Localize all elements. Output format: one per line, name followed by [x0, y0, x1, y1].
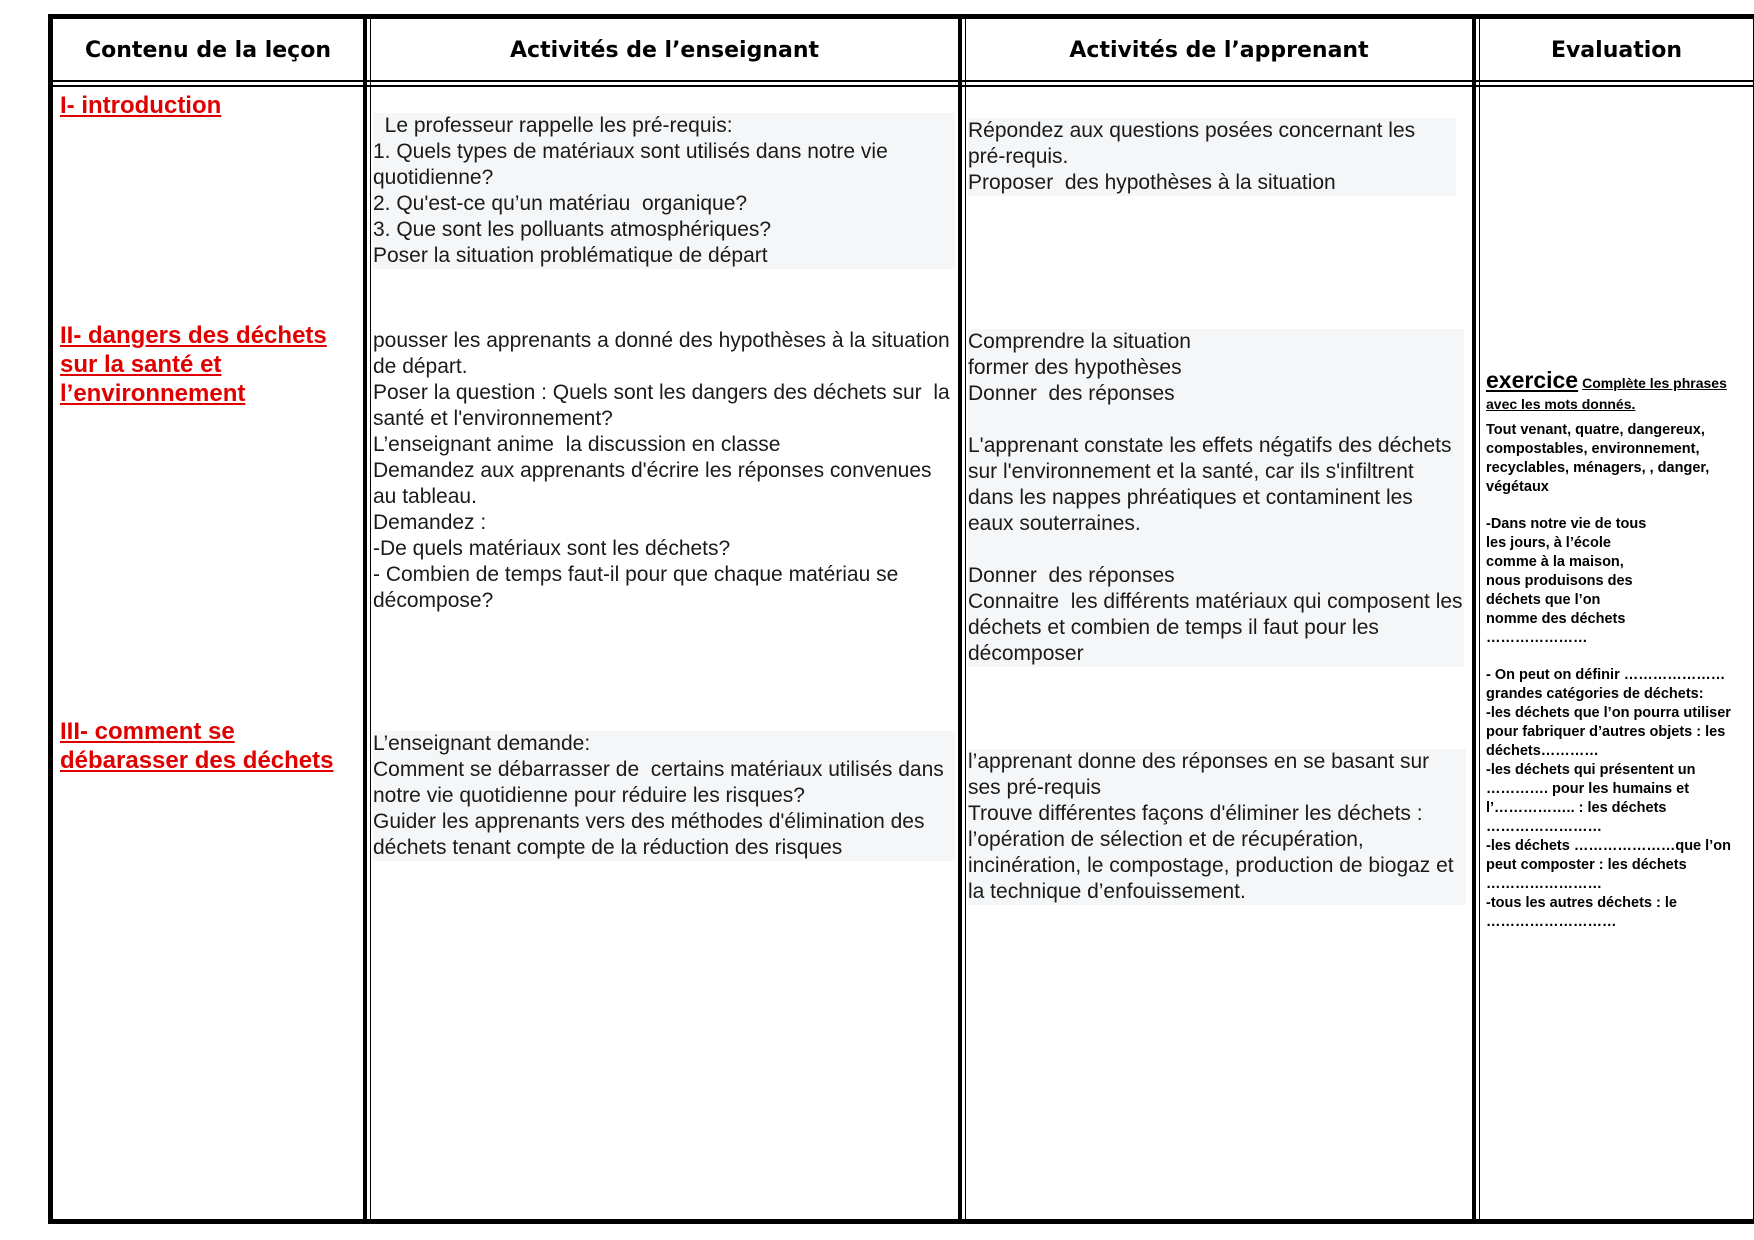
enseignant-debarrasser: L’enseignant demande: Comment se débarrasser de certains matériaux utilisés dans notre vie quotidienne pour réduire les risques? Guider les apprenants vers des méthodes d'élimination des déchets tenant compte de la réduction des risques — [373, 731, 955, 861]
column-divider — [958, 14, 966, 1224]
header-apprenant: Activités de l’apprenant — [1069, 37, 1369, 63]
header-enseignant: Activités de l’enseignant — [510, 37, 819, 63]
exercise-question-1: -Dans notre vie de tous les jours, à l’école comme à la maison, nous produisons des déchets que l’on nomme des déchets ………………… — [1486, 516, 1647, 646]
exercise-title: exercice — [1486, 367, 1579, 393]
exercise-question-2: - On peut on définir …………………grandes catégories de déchets: -les déchets que l’on pourra utiliser pour fabriquer d’autres objets : les déchets………… -les déchets qui présentent un …………. pour les humains et l’…………….. : les déchets …………………… -les déchets …………………que l’on peut composter : les déchets …………………… -tous les autres déchets : le ……………………… — [1486, 667, 1731, 930]
word-bank: Tout venant, quatre, dangereux, compostables, environnement, recyclables, ménagers, , danger, végétaux — [1486, 422, 1710, 495]
evaluation-exercise — [1486, 367, 1748, 932]
apprenant-introduction: Répondez aux questions posées concernant les pré-requis. Proposer des hypothèses à la situation — [968, 118, 1456, 196]
header-contenu: Contenu de la leçon — [85, 37, 331, 63]
apprenant-dangers: Comprendre la situation former des hypothèses Donner des réponses L'apprenant constate les effets négatifs des déchets sur l'environnement et la santé, car ils s'infiltrent dans les nappes phréatiques et contaminent les eaux souterraines. Donner des réponses Connaitre les différents matériaux qui composent les déchets et combien de temps il faut pour les décomposer — [968, 330, 1463, 665]
section-debarrasser: III- comment se débarasser des déchets — [60, 718, 334, 774]
section-dangers: II- dangers des déchets sur la santé et l’environnement — [60, 322, 327, 407]
section-introduction: I- introduction — [60, 92, 222, 119]
enseignant-dangers: pousser les apprenants a donné des hypothèses à la situation de départ. Poser la question : Quels sont les dangers des déchets sur la santé et l'environnement? L’enseignant anime la discussion en classe Demandez aux apprenants d'écrire les réponses convenues au tableau. Demandez : -De quels matériaux sont les déchets? - Combien de temps faut-il pour que chaque matériau se décompose? — [373, 329, 950, 612]
column-divider — [363, 14, 371, 1224]
header-evaluation: Evaluation — [1550, 37, 1683, 63]
column-divider — [1472, 14, 1480, 1224]
apprenant-debarrasser: l’apprenant donne des réponses en se basant sur ses pré-requis Trouve différentes façons d'éliminer les déchets : l’opération de sélection et de récupération, incinération, le compostage, production de biogaz et la technique d’enfouissement. — [968, 749, 1466, 905]
exercise-instruction: Complète les phrases avec les mots donnés. — [1486, 375, 1727, 412]
enseignant-introduction: Le professeur rappelle les pré-requis: 1. Quels types de matériaux sont utilisés dans notre vie quotidienne? 2. Qu'est-ce qu’un matériau organique? 3. Que sont les polluants atmosphériques? Poser la situation problématique de départ — [373, 113, 955, 269]
header-divider — [48, 80, 1754, 87]
